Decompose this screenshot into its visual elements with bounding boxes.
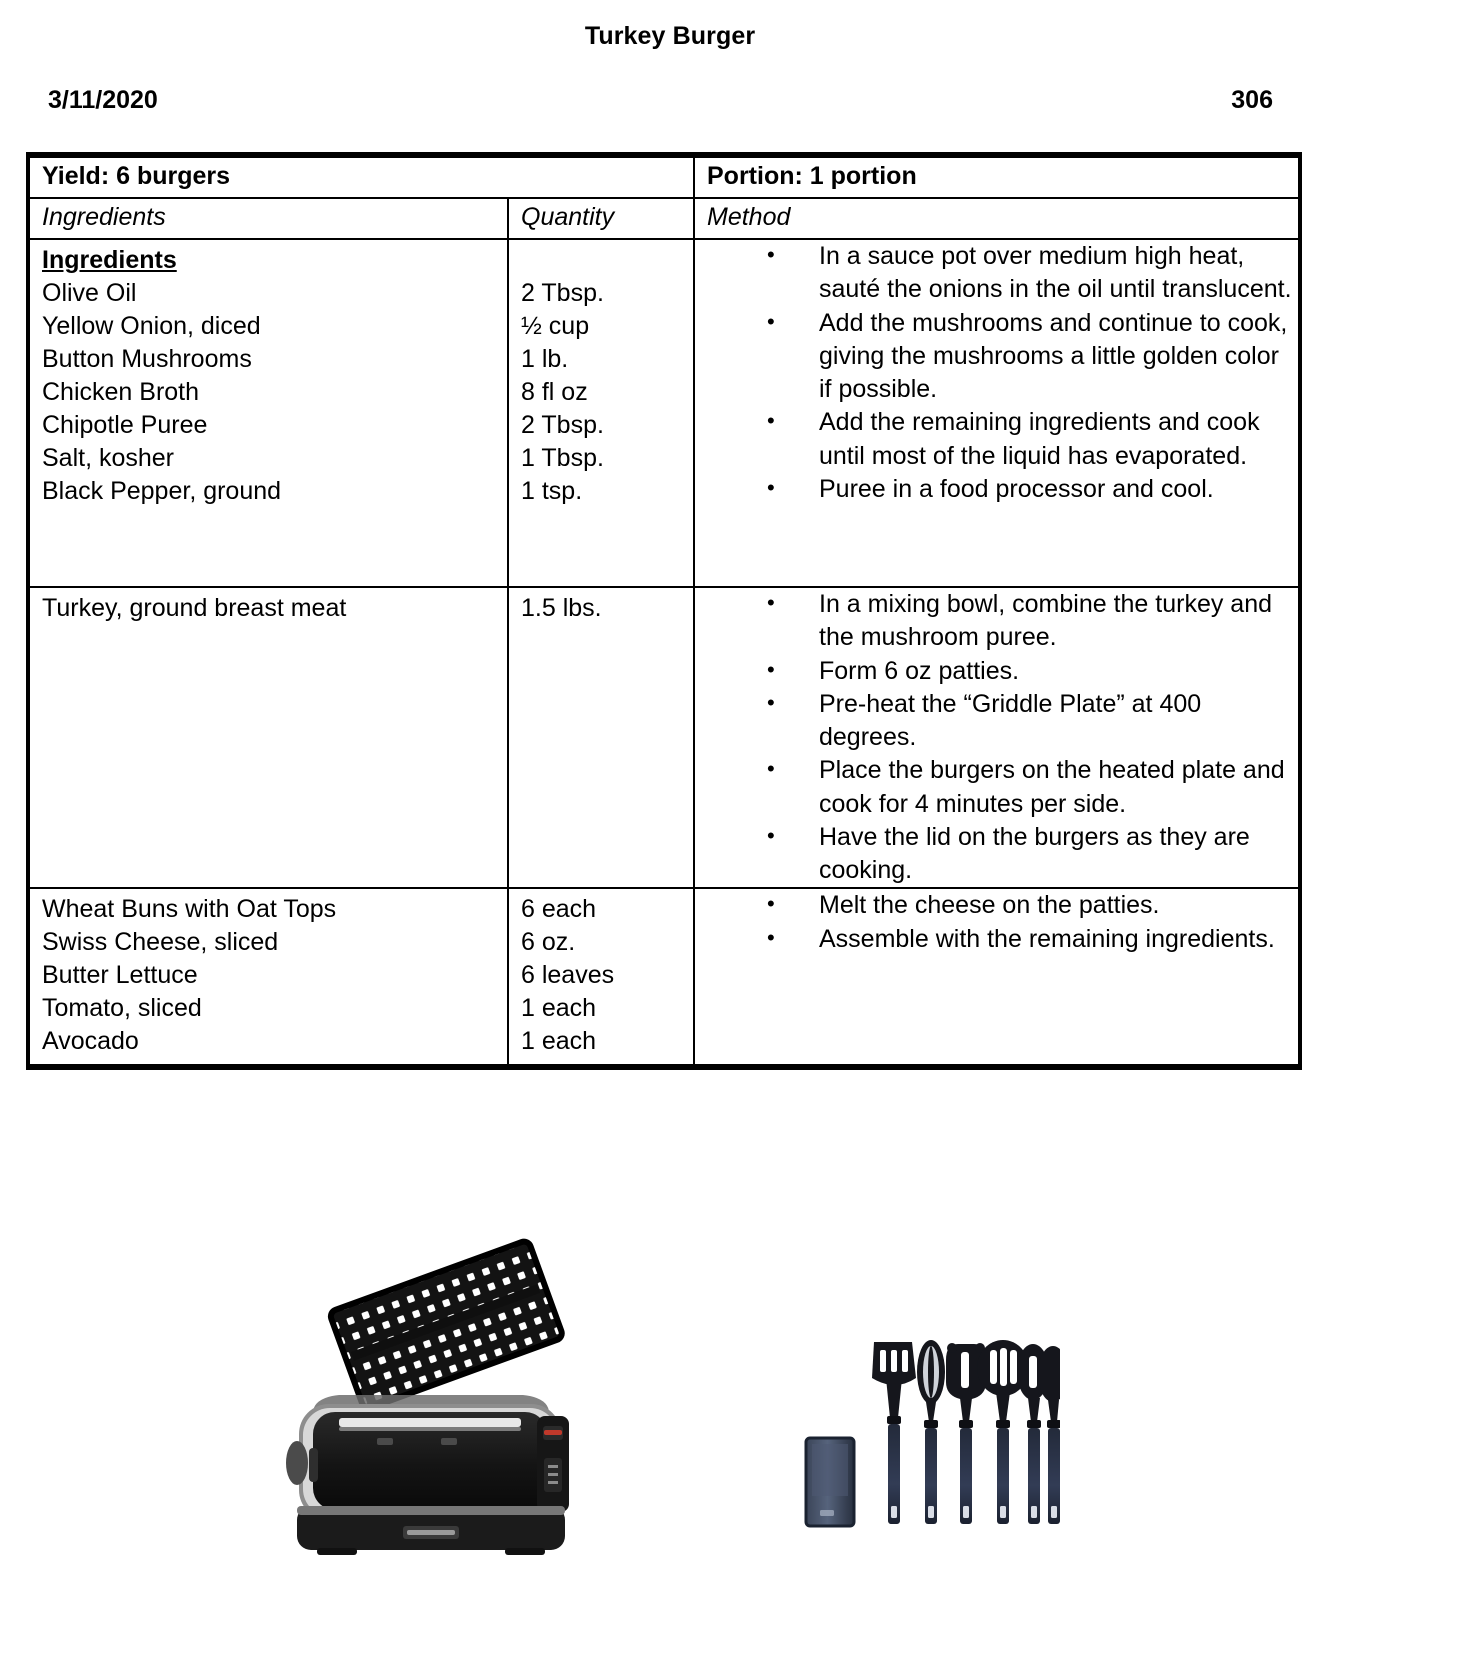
quantity-cell <box>509 588 693 631</box>
ingredient-item: Wheat Buns with Oat Tops <box>42 895 337 924</box>
grill-appliance-photo <box>255 1220 605 1560</box>
yield-value: 6 burgers <box>116 162 231 190</box>
quantity-item: 1 each <box>521 994 597 1023</box>
ingredient-item: Avocado <box>42 1027 139 1056</box>
portion-label: Portion: <box>707 162 803 190</box>
quantity-item: 8 fl oz <box>521 378 588 406</box>
quantity-item: ½ cup <box>521 312 590 340</box>
utensil-whisk <box>917 1340 945 1524</box>
method-step: • In a mixing bowl, combine the turkey and the mushroom puree. <box>767 588 1292 655</box>
ingredient-item: Salt, kosher <box>42 444 175 472</box>
quantity-cell <box>509 889 693 1064</box>
quantity-item: 1 tsp. <box>521 477 583 505</box>
quantity-item: 6 leaves <box>521 961 615 990</box>
method-step: • Add the mushrooms and continue to cook, giving the mushrooms a little golden color if possible. <box>767 307 1292 407</box>
ingredient-item: Button Mushrooms <box>42 345 252 373</box>
recipe-date: 3/11/2020 <box>48 86 158 114</box>
column-header-ingredients: Ingredients <box>42 203 166 231</box>
perforated-griddle-plate <box>329 1240 564 1410</box>
utensil-slotted-turner <box>872 1342 916 1524</box>
method-cell <box>695 588 1298 887</box>
method-step: • Pre-heat the “Griddle Plate” at 400 degrees. <box>767 688 1292 755</box>
method-step: • Puree in a food processor and cool. <box>767 473 1292 506</box>
table-row <box>30 239 1298 587</box>
quantity-item: 1 Tbsp. <box>521 444 604 472</box>
method-step: • Place the burgers on the heated plate and cook for 4 minutes per side. <box>767 754 1292 821</box>
ingredient-item: Yellow Onion, diced <box>42 312 261 340</box>
method-step: • Add the remaining ingredients and cook until most of the liquid has evaporated. <box>767 406 1292 473</box>
ingredient-group-title: Ingredients <box>42 246 177 274</box>
utensil-set-photo <box>800 1300 1060 1530</box>
yield-label: Yield: <box>42 162 110 190</box>
method-cell <box>695 889 1298 956</box>
quantity-item: 1 lb. <box>521 345 569 373</box>
method-step: • Assemble with the remaining ingredients. <box>767 923 1292 956</box>
table-row-yield-portion <box>30 157 1298 198</box>
product-photos <box>0 1210 1400 1630</box>
quantity-item: 1 each <box>521 1027 597 1056</box>
ingredients-cell <box>30 889 507 1064</box>
ingredient-item: Turkey, ground breast meat <box>42 594 347 622</box>
recipe-table <box>26 152 1302 1070</box>
quantity-item: 6 each <box>521 895 597 924</box>
ingredient-item: Butter Lettuce <box>42 961 198 990</box>
ingredient-item: Chipotle Puree <box>42 411 208 439</box>
column-header-method: Method <box>707 203 791 231</box>
page-title: Turkey Burger <box>584 22 756 50</box>
ingredient-item: Chicken Broth <box>42 378 200 406</box>
table-row <box>30 888 1298 1065</box>
yield-cell <box>30 158 693 197</box>
utensil-holder <box>806 1438 854 1526</box>
quantity-item: 2 Tbsp. <box>521 411 604 439</box>
table-row-column-headers <box>30 198 1298 239</box>
column-header-quantity: Quantity <box>521 203 615 231</box>
method-cell <box>695 240 1298 506</box>
portion-value: 1 portion <box>809 162 917 190</box>
utensil-solid-spoon <box>1038 1346 1060 1524</box>
method-step: • Melt the cheese on the patties. <box>767 889 1292 922</box>
ingredient-item: Black Pepper, ground <box>42 477 282 505</box>
ingredient-item: Swiss Cheese, sliced <box>42 928 279 957</box>
quantity-cell <box>509 240 693 514</box>
ingredient-item: Olive Oil <box>42 279 137 307</box>
quantity-item: 2 Tbsp. <box>521 279 604 307</box>
table-row <box>30 587 1298 888</box>
method-step: • In a sauce pot over medium high heat, sauté the onions in the oil until translucent. <box>767 240 1292 307</box>
ingredients-cell <box>30 240 507 514</box>
method-step: • Form 6 oz patties. <box>767 655 1292 688</box>
page-number: 306 <box>1231 86 1273 114</box>
header-meta-row <box>48 86 1273 115</box>
method-step: • Have the lid on the burgers as they are cooking. <box>767 821 1292 888</box>
ingredients-cell <box>30 588 507 631</box>
ingredient-item: Tomato, sliced <box>42 994 202 1023</box>
quantity-item: 6 oz. <box>521 928 576 957</box>
quantity-item: 1.5 lbs. <box>521 594 602 622</box>
portion-cell <box>695 158 1298 197</box>
